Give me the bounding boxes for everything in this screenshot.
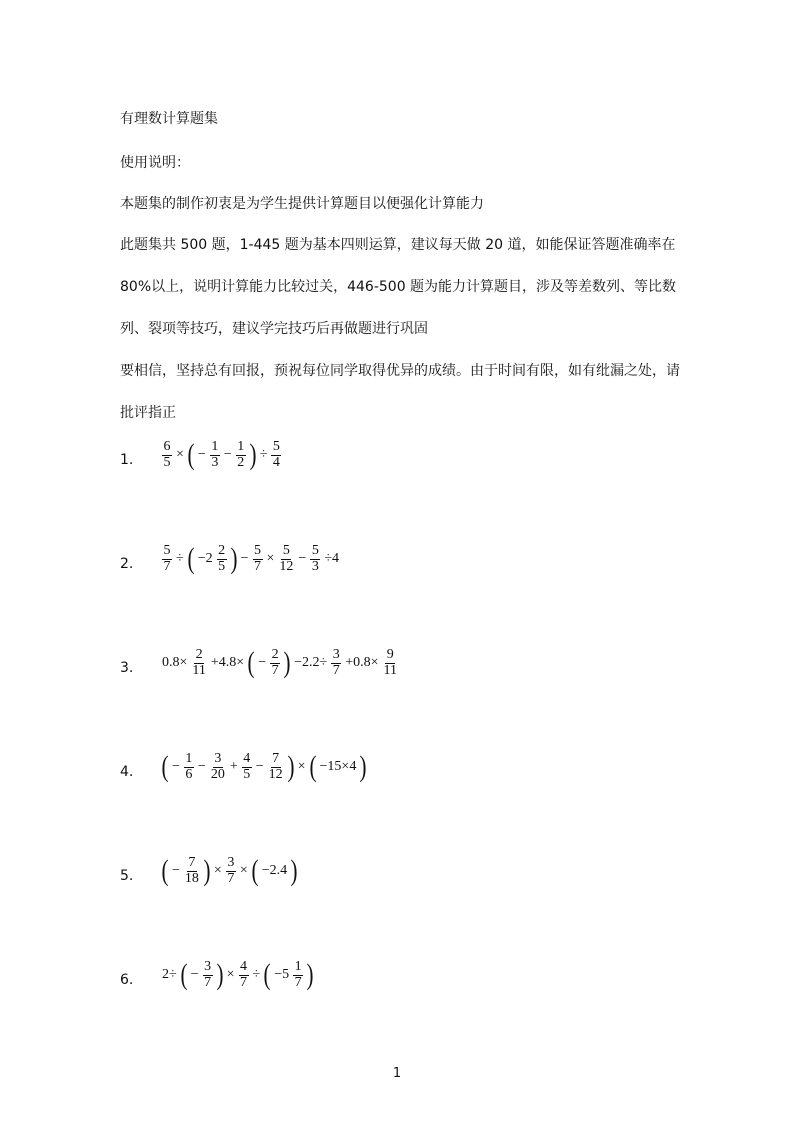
problem-number: 5. — [120, 868, 134, 884]
fraction: $\frac{3}{20}$ — [210, 751, 225, 782]
problem-expression: $\frac{6}{5}$ × ( − $\frac{1}{3}$ − $\frac{1}{2}$ ) ÷ $\frac{5}{4}$ — [163, 438, 280, 472]
fraction: $\frac{9}{11}$ — [383, 647, 397, 678]
fraction: $\frac{5}{12}$ — [279, 543, 294, 574]
problem-number: 2. — [120, 556, 134, 572]
problem-number: 4. — [120, 764, 134, 780]
fraction: $\frac{4}{7}$ — [240, 959, 247, 990]
usage-heading: 使用说明： — [120, 155, 190, 171]
fraction: $\frac{1}{3}$ — [211, 439, 219, 470]
paragraph-2-line-3: 列、裂项等技巧，建议学完技巧后再做题进行巩固 — [120, 321, 428, 337]
fraction: $\frac{3}{7}$ — [332, 647, 340, 678]
paragraph-1: 本题集的制作初衷是为学生提供计算题目以便强化计算能力 — [120, 196, 484, 212]
fraction: $\frac{7}{12}$ — [268, 751, 283, 782]
problem-number: 3. — [120, 660, 134, 676]
fraction: $\frac{5}{3}$ — [311, 543, 319, 574]
document-title: 有理数计算题集 — [120, 111, 218, 127]
problem-expression: $\frac{5}{7}$ ÷ ( −2 $\frac{2}{5}$ ) − $\frac{5}{7}$ × $\frac{5}{12}$ − $\frac{5}{3}$ ÷4 — [163, 542, 339, 576]
paragraph-2-line-2: 80%以上，说明计算能力比较过关，446-500 题为能力计算题目，涉及等差数列、等比数 — [120, 279, 677, 295]
fraction: $\frac{5}{7}$ — [254, 543, 261, 574]
fraction: $\frac{3}{7}$ — [227, 855, 235, 886]
fraction: $\frac{5}{7}$ — [163, 543, 171, 574]
paragraph-2-line-1: 此题集共 500 题，1-445 题为基本四则运算，建议每天做 20 道，如能保证答题准确率在 — [120, 237, 676, 253]
fraction: $\frac{2}{5}$ — [218, 543, 226, 574]
fraction: $\frac{2}{11}$ — [192, 647, 206, 678]
problem-expression: 2÷ ( − $\frac{3}{7}$ ) × $\frac{4}{7}$ ÷ ( −5 $\frac{1}{7}$ ) — [162, 958, 314, 992]
fraction: $\frac{1}{6}$ — [185, 751, 193, 782]
fraction: $\frac{1}{7}$ — [294, 959, 302, 990]
fraction: $\frac{7}{18}$ — [184, 855, 199, 886]
problem-expression: ( − $\frac{1}{6}$ − $\frac{3}{20}$ + $\frac{4}{5}$ − $\frac{7}{12}$ ) × ( −15×4 ) — [161, 750, 367, 784]
paragraph-3-line-1: 要相信，坚持总有回报，预祝每位同学取得优异的成绩。由于时间有限，如有纰漏之处，请 — [120, 363, 680, 379]
page-number: 1 — [392, 1066, 402, 1081]
fraction: $\frac{5}{4}$ — [272, 439, 280, 470]
fraction: $\frac{6}{5}$ — [163, 439, 171, 470]
fraction: $\frac{2}{7}$ — [271, 647, 279, 678]
problem-number: 1. — [120, 452, 134, 468]
problem-expression: ( − $\frac{7}{18}$ ) × $\frac{3}{7}$ × ( −2.4 ) — [161, 854, 298, 888]
problem-number: 6. — [120, 972, 134, 988]
fraction: $\frac{1}{2}$ — [237, 439, 245, 470]
fraction: $\frac{4}{5}$ — [243, 751, 251, 782]
problem-expression: 0.8× $\frac{2}{11}$ +4.8× ( − $\frac{2}{7}$ ) −2.2÷ $\frac{3}{7}$ +0.8× $\frac{9}{11}$ — [162, 646, 397, 680]
paragraph-3-line-2: 批评指正 — [120, 405, 176, 421]
fraction: $\frac{3}{7}$ — [204, 959, 212, 990]
